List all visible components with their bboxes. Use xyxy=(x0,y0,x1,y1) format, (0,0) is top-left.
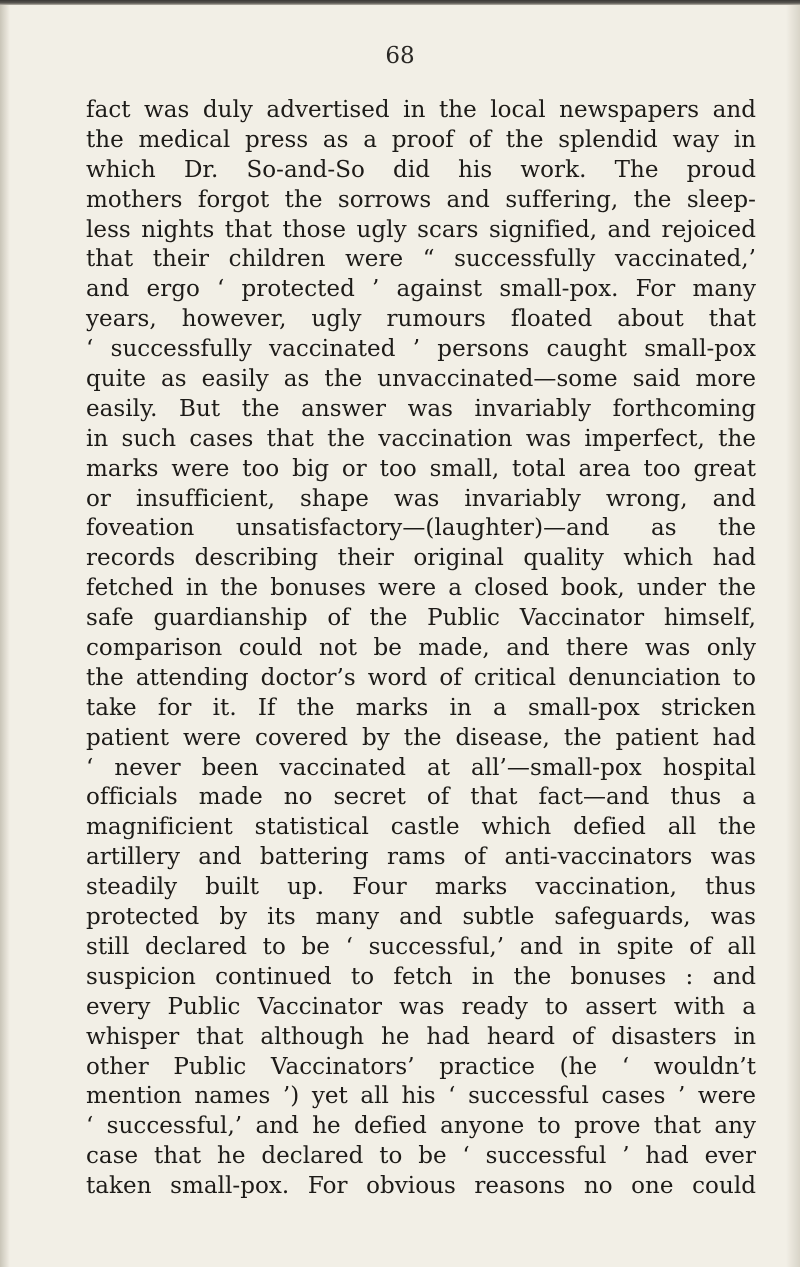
page-number: 68 xyxy=(385,43,415,69)
text-line: mothers forgot the sorrows and suffering, the sleep- xyxy=(86,186,756,213)
text-line: less nights that those ugly scars signified, and rejoiced xyxy=(86,216,756,243)
text-line: fact was duly advertised in the local newspapers and xyxy=(86,97,756,123)
text-line: in such cases that the vaccination was imperfect, the xyxy=(86,425,756,452)
text-line: artillery and battering rams of anti-vaccinators was xyxy=(86,844,756,871)
text-line: years, however, ugly rumours floated about that xyxy=(86,306,756,333)
text-line: and ergo ‘ protected ’ against small-pox. For many xyxy=(86,276,756,303)
text-line: ‘ successfully vaccinated ’ persons caught small-pox xyxy=(86,336,756,363)
text-line: still declared to be ‘ successful,’ and in spite of all xyxy=(86,933,756,960)
text-line: magnificient statistical castle which defied all the xyxy=(86,814,756,841)
text-line: that their children were “ successfully vaccinated,’ xyxy=(86,246,756,273)
body-text xyxy=(86,96,756,1202)
text-line: the medical press as a proof of the splendid way in xyxy=(86,126,756,153)
text-line: fetched in the bonuses were a closed book, under the xyxy=(86,575,756,602)
text-line: case that he declared to be ‘ successful ’ had ever xyxy=(86,1143,756,1170)
text-line: suspicion continued to fetch in the bonuses : and xyxy=(86,963,756,990)
text-line: every Public Vaccinator was ready to assert with a xyxy=(86,993,756,1020)
text-line: other Public Vaccinators’ practice (he ‘ wouldn’t xyxy=(86,1053,756,1080)
text-line: protected by its many and subtle safeguards, was xyxy=(86,904,756,931)
text-line: safe guardianship of the Public Vaccinator himself, xyxy=(86,605,756,632)
text-line: taken small-pox. For obvious reasons no one could xyxy=(86,1173,756,1200)
text-line: marks were too big or too small, total area too great xyxy=(86,455,756,482)
text-line: which Dr. So-and-So did his work. The proud xyxy=(86,156,756,183)
top-rule xyxy=(0,0,800,5)
text-line: the attending doctor’s word of critical denunciation to xyxy=(86,664,756,691)
text-line: take for it. If the marks in a small-pox stricken xyxy=(86,694,756,721)
text-line: ‘ successful,’ and he defied anyone to prove that any xyxy=(86,1113,756,1140)
text-line: comparison could not be made, and there was only xyxy=(86,635,756,662)
text-line: ‘ never been vaccinated at all’—small-pox hospital xyxy=(86,754,756,781)
text-line: or insufficient, shape was invariably wrong, and xyxy=(86,485,756,512)
text-line: patient were covered by the disease, the patient had xyxy=(86,724,756,751)
text-line: quite as easily as the unvaccinated—some said more xyxy=(86,366,756,393)
text-line: whisper that although he had heard of disasters in xyxy=(86,1023,756,1050)
gutter-shadow xyxy=(0,5,10,1267)
text-line: easily. But the answer was invariably forthcoming xyxy=(86,395,756,422)
page-edge-shadow xyxy=(786,5,800,1267)
text-line: records describing their original quality which had xyxy=(86,545,756,572)
text-line: mention names ’) yet all his ‘ successful cases ’ were xyxy=(86,1083,756,1110)
text-line: officials made no secret of that fact—and thus a xyxy=(86,784,756,811)
text-line: foveation unsatisfactory—(laughter)—and as the xyxy=(86,515,756,542)
text-line: steadily built up. Four marks vaccination, thus xyxy=(86,874,756,901)
